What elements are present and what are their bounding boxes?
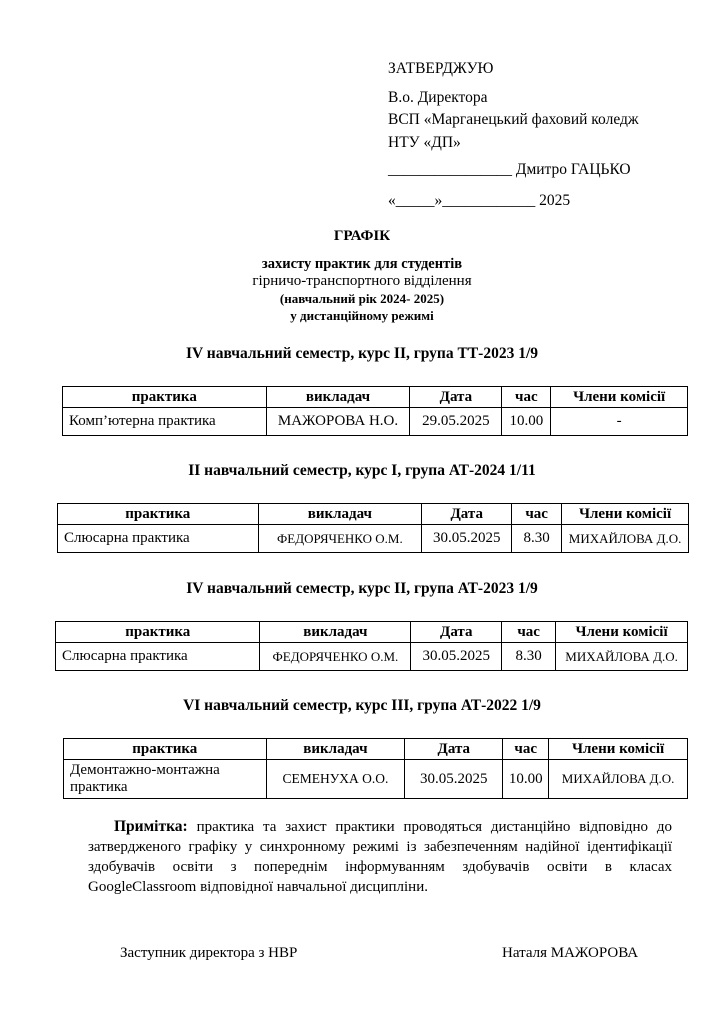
cell-date: 29.05.2025 bbox=[410, 408, 502, 436]
cell-practice: Слюсарна практика bbox=[56, 643, 260, 671]
section-heading: IV навчальний семестр, курс II, група АТ-2023 1/9 bbox=[186, 580, 538, 597]
col-commission: Члени комісії bbox=[551, 387, 688, 408]
cell-commission: МИХАЙЛОВА Д.О. bbox=[549, 760, 688, 799]
col-teacher: викладач bbox=[258, 504, 422, 525]
cell-practice: Слюсарна практика bbox=[58, 525, 259, 553]
schedule-table bbox=[62, 386, 688, 436]
approval-date: «_____»____________ 2025 bbox=[388, 191, 571, 209]
col-practice: практика bbox=[56, 622, 260, 643]
table-row bbox=[64, 760, 688, 799]
approval-block bbox=[388, 58, 639, 212]
table-header-row bbox=[63, 387, 688, 408]
department-name: гірничо-транспортного відділення bbox=[252, 273, 472, 289]
col-practice: практика bbox=[58, 504, 259, 525]
cell-time: 8.30 bbox=[512, 525, 562, 553]
cell-teacher: ФЕДОРЯЧЕНКО О.М. bbox=[258, 525, 422, 553]
cell-practice bbox=[64, 760, 267, 799]
approval-institution: ВСП «Марганецький фаховий коледж bbox=[388, 111, 639, 128]
cell-time: 10.00 bbox=[503, 760, 549, 799]
col-commission: Члени комісії bbox=[549, 739, 688, 760]
col-time: час bbox=[503, 739, 549, 760]
cell-date: 30.05.2025 bbox=[411, 643, 502, 671]
approval-heading: ЗАТВЕРДЖУЮ bbox=[388, 60, 494, 77]
table-header-row bbox=[56, 622, 688, 643]
approval-signature: ________________ Дмитро ГАЦЬКО bbox=[388, 161, 631, 178]
col-time: час bbox=[502, 622, 556, 643]
cell-practice-line2: практика bbox=[70, 779, 128, 795]
cell-practice: Комп’ютерна практика bbox=[63, 408, 267, 436]
table-header-row bbox=[58, 504, 689, 525]
signatory-position: Заступник директора з НВР bbox=[120, 945, 298, 961]
document-subtitle: захисту практик для студентів bbox=[261, 256, 463, 272]
col-time: час bbox=[502, 387, 551, 408]
note-paragraph bbox=[88, 817, 672, 897]
table-row bbox=[56, 643, 688, 671]
table-row bbox=[58, 525, 689, 553]
col-practice: практика bbox=[64, 739, 267, 760]
col-teacher: викладач bbox=[266, 387, 410, 408]
schedule-table bbox=[55, 621, 688, 671]
table-header-row bbox=[64, 739, 688, 760]
cell-practice-line1: Демонтажно-монтажна bbox=[70, 762, 220, 778]
col-date: Дата bbox=[422, 504, 512, 525]
table-row bbox=[63, 408, 688, 436]
section-heading: II навчальний семестр, курс I, група АТ-2024 1/11 bbox=[188, 462, 536, 479]
cell-date: 30.05.2025 bbox=[405, 760, 503, 799]
document-title: ГРАФІК bbox=[333, 228, 391, 244]
note-text: практика та захист практики проводяться дистанційно відповідно до затвердженого графіку у синхронному режимі із забезпеченням надійної ідентифікації здобувачів освіти з попереднім інформуванням здобувачів освіти в класах GoogleClassroom відповідної навчальної дисципліни. bbox=[88, 819, 673, 895]
col-time: час bbox=[512, 504, 562, 525]
cell-commission: МИХАЙЛОВА Д.О. bbox=[556, 643, 688, 671]
col-teacher: викладач bbox=[266, 739, 405, 760]
note-label: Примітка: bbox=[114, 818, 188, 835]
schedule-table bbox=[63, 738, 688, 799]
signatory-name: Наталя МАЖОРОВА bbox=[502, 945, 639, 961]
cell-teacher: МАЖОРОВА Н.О. bbox=[266, 408, 410, 436]
cell-date: 30.05.2025 bbox=[422, 525, 512, 553]
study-mode: у дистанційному режимі bbox=[290, 308, 434, 323]
cell-time: 10.00 bbox=[502, 408, 551, 436]
cell-commission: - bbox=[551, 408, 688, 436]
approval-institution-cont: НТУ «ДП» bbox=[388, 133, 461, 151]
cell-time: 8.30 bbox=[502, 643, 556, 671]
col-practice: практика bbox=[63, 387, 267, 408]
col-commission: Члени комісії bbox=[556, 622, 688, 643]
approval-position: В.о. Директора bbox=[388, 88, 488, 106]
section-heading: IV навчальний семестр, курс II, група ТТ-2023 1/9 bbox=[185, 345, 539, 362]
schedule-table bbox=[57, 503, 689, 553]
section-heading: VI навчальний семестр, курс III, група АТ-2022 1/9 bbox=[183, 697, 541, 714]
col-teacher: викладач bbox=[260, 622, 411, 643]
col-date: Дата bbox=[410, 387, 502, 408]
col-commission: Члени комісії bbox=[562, 504, 689, 525]
cell-teacher: СЕМЕНУХА О.О. bbox=[266, 760, 405, 799]
cell-commission: МИХАЙЛОВА Д.О. bbox=[562, 525, 689, 553]
academic-year: (навчальний рік 2024- 2025) bbox=[279, 291, 445, 306]
cell-teacher: ФЕДОРЯЧЕНКО О.М. bbox=[260, 643, 411, 671]
col-date: Дата bbox=[405, 739, 503, 760]
col-date: Дата bbox=[411, 622, 502, 643]
